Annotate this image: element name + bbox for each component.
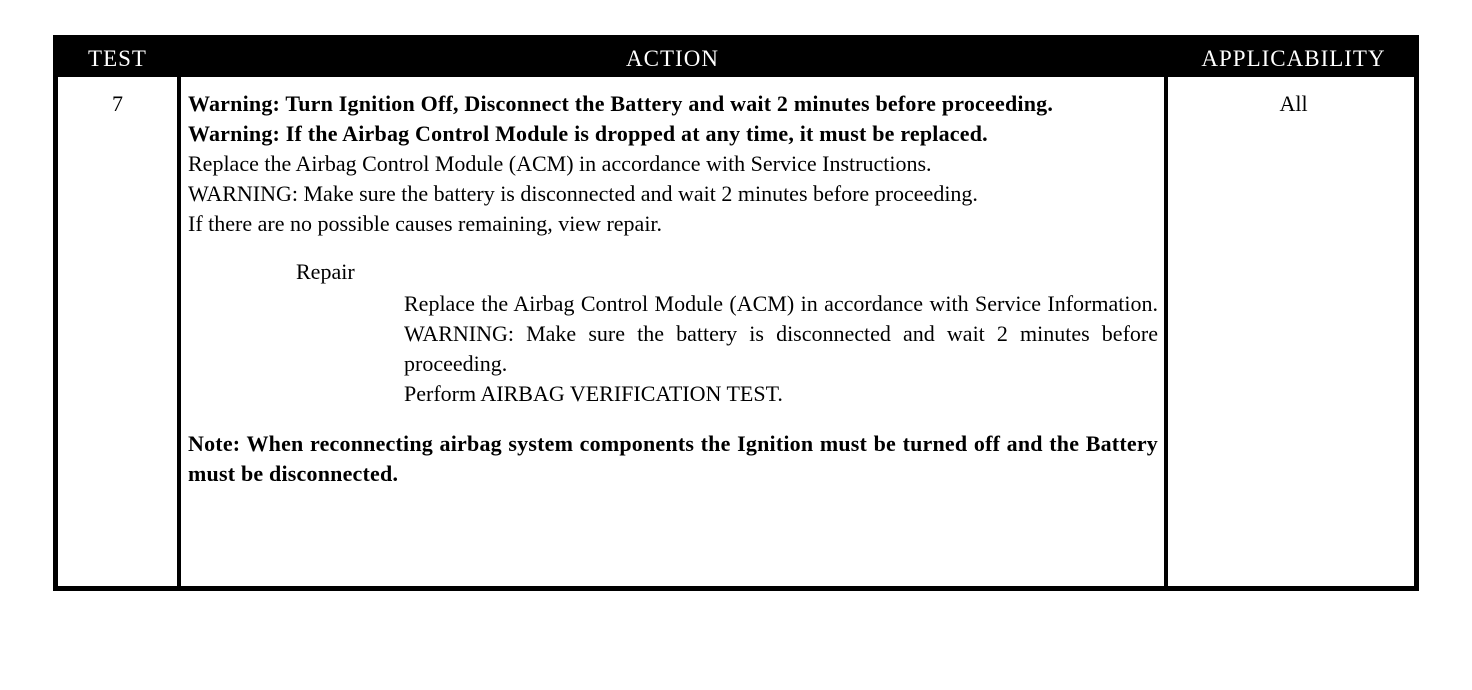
- warning-ignition-off: Warning: Turn Ignition Off, Disconnect the Battery and wait 2 minutes before proceeding.: [188, 91, 1054, 116]
- warning-module-dropped: Warning: If the Airbag Control Module is dropped at any time, it must be replaced.: [188, 121, 988, 146]
- reconnect-note: Note: When reconnecting airbag system components the Ignition must be turned off and the Battery must be disconnected.: [188, 431, 1158, 486]
- repair-verify-text: Perform AIRBAG VERIFICATION TEST.: [404, 381, 783, 406]
- repair-heading: Repair: [296, 259, 355, 284]
- repair-text: Replace the Airbag Control Module (ACM) in accordance with Service Information. WARNING: Make sure the battery is disconnected and wait 2 minutes before proceeding.: [404, 291, 1158, 376]
- next-step-text: If there are no possible causes remaining, view repair.: [188, 211, 663, 236]
- header-applicability: APPLICABILITY: [1168, 40, 1419, 77]
- procedure-table: [53, 35, 1419, 591]
- applicability-value: All: [1279, 91, 1308, 116]
- header-test: TEST: [58, 40, 177, 77]
- repair-body: [404, 289, 1158, 409]
- warning-battery-disconnected: WARNING: Make sure the battery is disconnected and wait 2 minutes before proceeding.: [188, 181, 978, 206]
- replace-instruction: Replace the Airbag Control Module (ACM) in accordance with Service Instructions.: [188, 151, 932, 176]
- header-action: ACTION: [181, 40, 1164, 77]
- action-cell: [181, 77, 1164, 586]
- test-number: 7: [112, 91, 123, 116]
